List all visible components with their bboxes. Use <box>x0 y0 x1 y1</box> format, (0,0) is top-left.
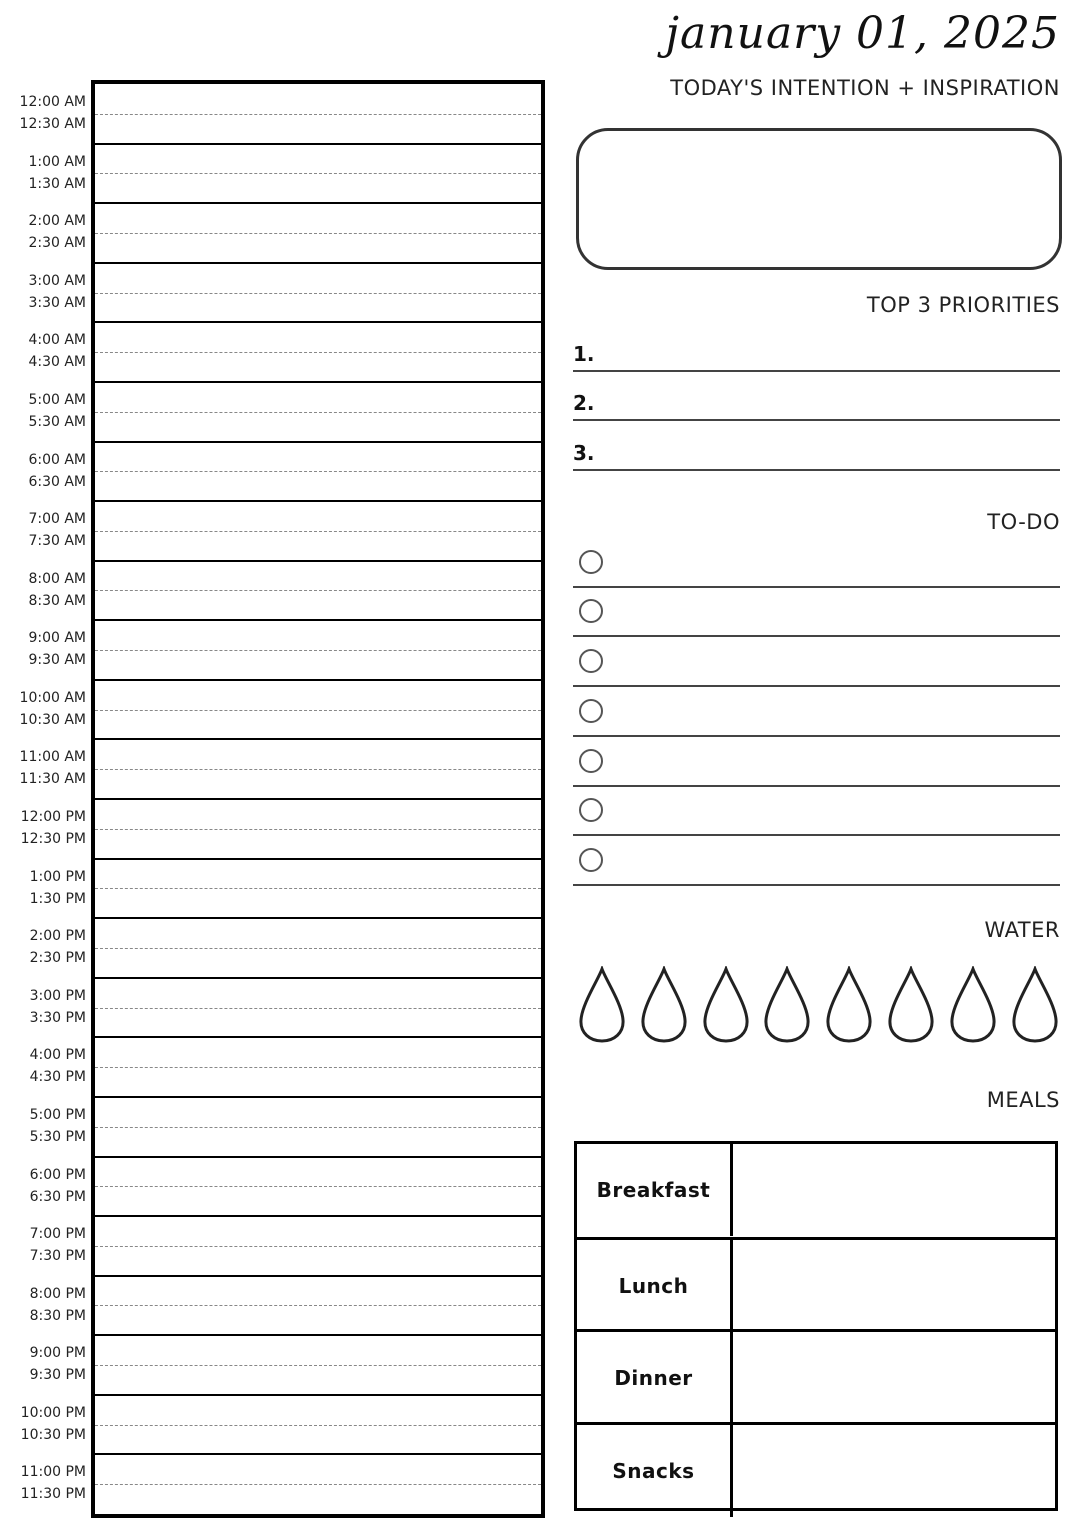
time-label: 11:30 PM <box>20 1486 86 1503</box>
meal-label: Snacks <box>612 1458 695 1483</box>
water-drop-icon[interactable] <box>763 966 811 1044</box>
time-label: 6:00 PM <box>29 1166 86 1183</box>
priority-number: 3. <box>573 441 595 465</box>
meals-table <box>574 1141 1058 1511</box>
time-label: 9:30 AM <box>28 652 86 669</box>
water-drop-icon[interactable] <box>578 966 626 1044</box>
meal-row[interactable] <box>577 1237 1055 1332</box>
hour-divider <box>95 679 541 681</box>
time-label: 3:00 AM <box>28 272 86 289</box>
half-hour-divider <box>95 710 541 711</box>
time-label: 9:00 AM <box>28 630 86 647</box>
hour-divider <box>95 143 541 145</box>
checkbox-circle-icon[interactable] <box>579 699 603 723</box>
priority-number: 2. <box>573 391 595 415</box>
meal-row[interactable] <box>577 1329 1055 1424</box>
hour-divider <box>95 381 541 383</box>
time-label: 5:00 PM <box>29 1106 86 1123</box>
time-label: 7:30 AM <box>28 533 86 550</box>
time-label: 2:30 AM <box>28 235 86 252</box>
time-label: 4:00 AM <box>28 332 86 349</box>
time-label: 8:00 PM <box>29 1285 86 1302</box>
time-label: 2:00 AM <box>28 213 86 230</box>
todo-item[interactable] <box>573 739 1060 787</box>
half-hour-divider <box>95 1008 541 1009</box>
todo-item[interactable] <box>573 838 1060 886</box>
time-label: 10:00 PM <box>20 1404 86 1421</box>
intention-heading: TODAY'S INTENTION + INSPIRATION <box>670 76 1060 100</box>
time-label: 4:30 PM <box>29 1069 86 1086</box>
checkbox-circle-icon[interactable] <box>579 550 603 574</box>
half-hour-divider <box>95 1305 541 1306</box>
half-hour-divider <box>95 173 541 174</box>
time-label: 3:00 PM <box>29 987 86 1004</box>
half-hour-divider <box>95 233 541 234</box>
hour-divider <box>95 1215 541 1217</box>
water-drop-icon[interactable] <box>887 966 935 1044</box>
hour-divider <box>95 500 541 502</box>
half-hour-divider <box>95 114 541 115</box>
time-label: 12:30 PM <box>20 831 86 847</box>
water-drop-icon[interactable] <box>825 966 873 1044</box>
time-label: 2:00 PM <box>29 928 86 945</box>
hour-divider <box>95 1096 541 1098</box>
half-hour-divider <box>95 1425 541 1426</box>
half-hour-divider <box>95 650 541 651</box>
time-label: 10:00 AM <box>19 689 86 706</box>
half-hour-divider <box>95 1484 541 1485</box>
time-label: 6:00 AM <box>28 451 86 468</box>
hour-divider <box>95 977 541 979</box>
time-label: 6:30 PM <box>29 1188 86 1205</box>
time-label: 1:00 AM <box>28 153 86 170</box>
water-tracker <box>578 966 1060 1046</box>
time-label: 10:30 AM <box>19 711 86 728</box>
water-drop-icon[interactable] <box>640 966 688 1044</box>
time-label: 6:30 AM <box>28 473 86 490</box>
half-hour-divider <box>95 1067 541 1068</box>
todo-heading: TO-DO <box>987 510 1060 534</box>
meal-column-divider <box>730 1144 733 1236</box>
todo-item[interactable] <box>573 689 1060 737</box>
time-label: 9:30 PM <box>29 1367 86 1384</box>
hour-divider <box>95 1394 541 1396</box>
time-label: 12:00 PM <box>20 809 86 825</box>
half-hour-divider <box>95 1246 541 1247</box>
meal-row[interactable] <box>577 1144 1055 1236</box>
checkbox-circle-icon[interactable] <box>579 599 603 623</box>
time-label: 7:00 PM <box>29 1226 86 1243</box>
hour-divider <box>95 1036 541 1038</box>
time-label: 5:30 PM <box>29 1128 86 1145</box>
time-label: 4:00 PM <box>29 1047 86 1064</box>
half-hour-divider <box>95 1186 541 1187</box>
hour-divider <box>95 1334 541 1336</box>
priority-line-2[interactable] <box>573 371 1060 421</box>
hour-divider <box>95 1275 541 1277</box>
priorities-heading: TOP 3 PRIORITIES <box>866 293 1060 317</box>
half-hour-divider <box>95 1127 541 1128</box>
hour-divider <box>95 560 541 562</box>
meal-label: Lunch <box>618 1273 689 1298</box>
water-heading: WATER <box>984 918 1060 942</box>
intention-box[interactable] <box>576 128 1062 270</box>
hourly-schedule-grid[interactable] <box>91 80 545 1518</box>
half-hour-divider <box>95 412 541 413</box>
hour-divider <box>95 1156 541 1158</box>
meal-column-divider <box>730 1240 733 1332</box>
half-hour-divider <box>95 531 541 532</box>
todo-item[interactable] <box>573 540 1060 588</box>
hour-divider <box>95 441 541 443</box>
meals-heading: MEALS <box>986 1088 1060 1112</box>
half-hour-divider <box>95 293 541 294</box>
water-drop-icon[interactable] <box>949 966 997 1044</box>
todo-item[interactable] <box>573 589 1060 637</box>
time-label: 11:00 PM <box>20 1464 86 1481</box>
time-label: 11:30 AM <box>19 771 86 788</box>
half-hour-divider <box>95 590 541 591</box>
time-label: 7:30 PM <box>29 1248 86 1265</box>
time-label: 2:30 PM <box>29 950 86 967</box>
meal-column-divider <box>730 1332 733 1424</box>
time-label: 1:30 PM <box>29 890 86 907</box>
page-date: january 01, 2025 <box>665 8 1060 59</box>
time-label: 1:00 PM <box>29 868 86 885</box>
hour-divider <box>95 858 541 860</box>
time-label: 3:30 PM <box>29 1009 86 1026</box>
meal-column-divider <box>730 1425 733 1517</box>
hour-divider <box>95 321 541 323</box>
hour-divider <box>95 619 541 621</box>
priority-number: 1. <box>573 342 595 366</box>
time-label: 11:00 AM <box>19 749 86 766</box>
half-hour-divider <box>95 471 541 472</box>
checkbox-circle-icon[interactable] <box>579 749 603 773</box>
time-label: 12:30 AM <box>19 116 86 132</box>
time-label: 5:00 AM <box>28 391 86 408</box>
time-label: 12:00 AM <box>19 94 86 110</box>
time-label: 10:30 PM <box>20 1426 86 1443</box>
meal-label: Breakfast <box>596 1178 711 1202</box>
hour-divider <box>95 262 541 264</box>
time-label: 4:30 AM <box>28 354 86 371</box>
half-hour-divider <box>95 888 541 889</box>
hour-divider <box>95 1453 541 1455</box>
hour-divider <box>95 202 541 204</box>
hour-divider <box>95 738 541 740</box>
half-hour-divider <box>95 352 541 353</box>
checkbox-circle-icon[interactable] <box>579 848 603 872</box>
time-label: 1:30 AM <box>28 175 86 192</box>
priority-line-3[interactable] <box>573 421 1060 471</box>
half-hour-divider <box>95 1365 541 1366</box>
hour-divider <box>95 798 541 800</box>
half-hour-divider <box>95 948 541 949</box>
todo-item[interactable] <box>573 639 1060 687</box>
half-hour-divider <box>95 829 541 830</box>
time-label: 9:00 PM <box>29 1345 86 1362</box>
hour-divider <box>95 917 541 919</box>
water-drop-icon[interactable] <box>702 966 750 1044</box>
meal-label: Dinner <box>614 1366 693 1390</box>
time-label: 8:30 AM <box>28 592 86 609</box>
half-hour-divider <box>95 769 541 770</box>
time-label: 8:00 AM <box>28 570 86 587</box>
checkbox-circle-icon[interactable] <box>579 798 603 822</box>
time-label: 5:30 AM <box>28 413 86 430</box>
checkbox-circle-icon[interactable] <box>579 649 603 673</box>
meal-row[interactable] <box>577 1422 1055 1517</box>
time-label: 7:00 AM <box>28 511 86 528</box>
time-label: 3:30 AM <box>28 294 86 311</box>
todo-item[interactable] <box>573 788 1060 836</box>
water-drop-icon[interactable] <box>1011 966 1059 1044</box>
priority-line-1[interactable] <box>573 322 1060 372</box>
time-label: 8:30 PM <box>29 1307 86 1324</box>
